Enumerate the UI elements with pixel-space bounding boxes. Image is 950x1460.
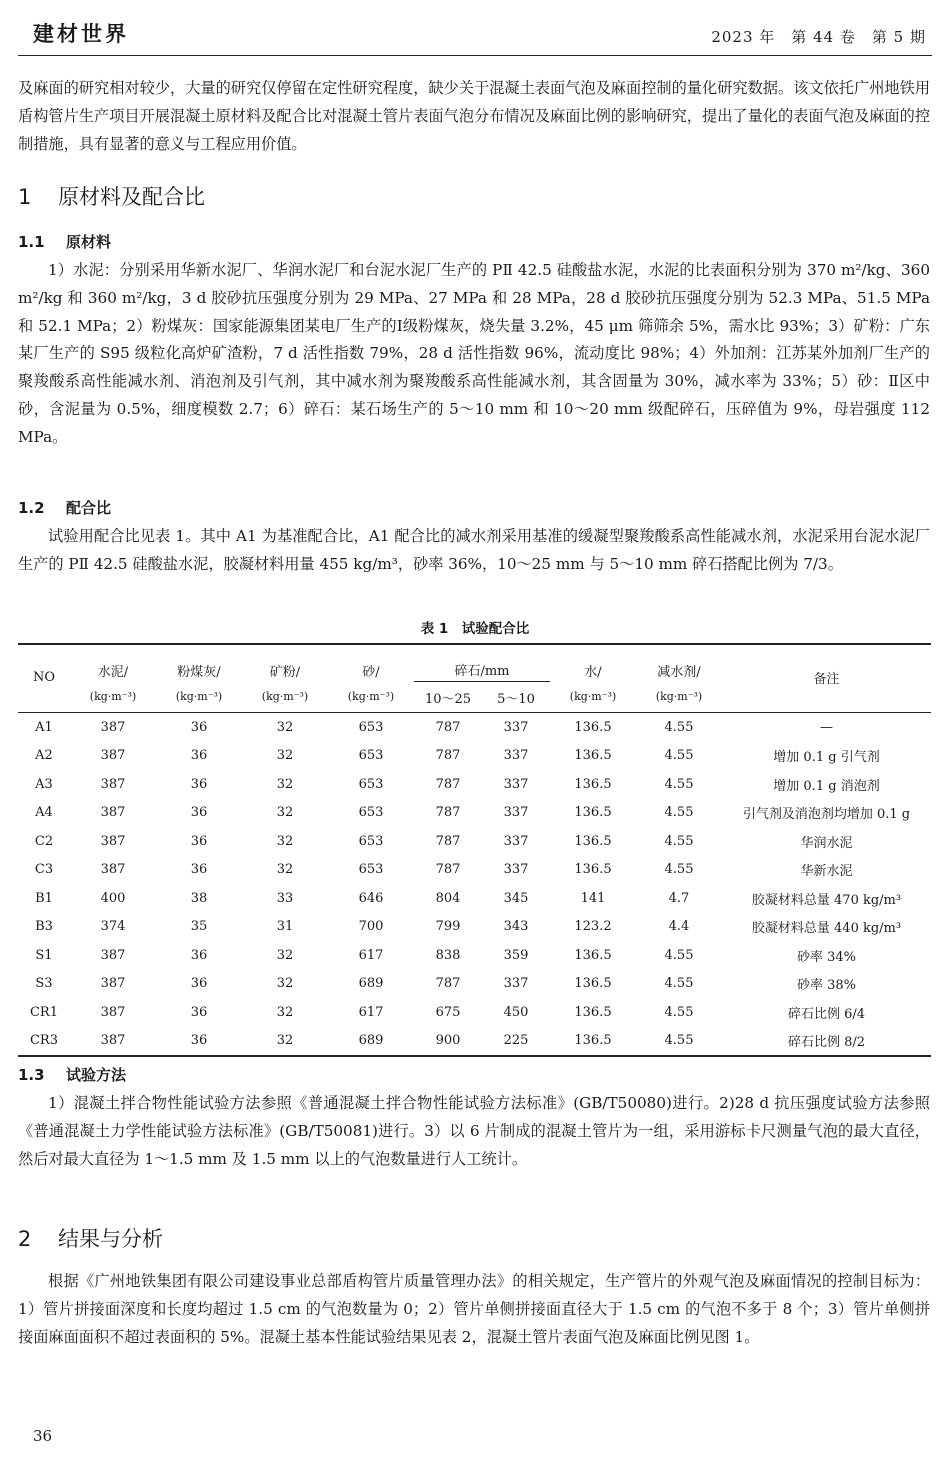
- table-row: [18, 742, 931, 771]
- cell-gravel-5-10: 225: [503, 1033, 529, 1049]
- cell-remark: 引气剂及消泡剂均增加 0.1 g: [742, 807, 911, 823]
- header-rule: [18, 55, 932, 56]
- cell-no: A3: [35, 776, 53, 792]
- cell-sand: 653: [358, 748, 384, 764]
- cell-gravel-10-25: 838: [435, 947, 461, 963]
- subsection-1-1-heading: 原材料: [66, 233, 112, 251]
- cell-no: C3: [34, 862, 54, 878]
- cell-fly-ash: 36: [190, 719, 208, 735]
- table-header-row-1: [18, 644, 931, 682]
- cell-fly-ash: 35: [190, 919, 208, 935]
- header-fly-ash: 粉煤灰/: [177, 664, 221, 680]
- cell-no: C2: [34, 833, 54, 849]
- cell-sand: 700: [358, 919, 384, 935]
- cell-water: 136.5: [574, 719, 612, 735]
- cell-sand: 689: [358, 1033, 384, 1049]
- cell-cement: 400: [100, 890, 126, 906]
- header-gravel-10-25: 10～25: [424, 691, 472, 707]
- subsection-1-1-number: 1.1: [18, 233, 45, 251]
- cell-sand: 653: [358, 805, 384, 821]
- cell-cement: 387: [100, 748, 126, 764]
- section-2-number: 2: [18, 1227, 32, 1251]
- cell-remark: 华新水泥: [800, 864, 853, 880]
- cell-gravel-10-25: 787: [435, 776, 461, 792]
- cell-gravel-5-10: 337: [503, 748, 529, 764]
- section-1-title: [18, 181, 205, 211]
- cell-cement: 387: [100, 805, 126, 821]
- cell-water: 136.5: [574, 976, 612, 992]
- cell-no: B3: [35, 919, 53, 935]
- cell-gravel-5-10: 337: [503, 776, 529, 792]
- cell-slag: 32: [276, 833, 294, 849]
- subsection-1-2-number: 1.2: [18, 499, 45, 517]
- header-unit: (kg·m⁻³): [655, 690, 703, 704]
- cell-water: 141: [580, 890, 606, 906]
- subsection-1-2-title: [18, 497, 111, 518]
- cell-cement: 387: [100, 719, 126, 735]
- cell-water: 123.2: [574, 919, 612, 935]
- subsection-1-1-title: [18, 231, 111, 252]
- header-gravel: 碎石/mm: [414, 644, 550, 682]
- header-slag: 矿粉/: [269, 664, 301, 680]
- cell-remark: 砂率 38%: [796, 978, 857, 994]
- cell-gravel-5-10: 359: [503, 947, 529, 963]
- table-1-caption: 表 1 试验配合比: [420, 621, 530, 637]
- cell-reducer: 4.55: [664, 976, 694, 992]
- cell-fly-ash: 36: [190, 1004, 208, 1020]
- cell-gravel-10-25: 787: [435, 862, 461, 878]
- cell-reducer: 4.55: [664, 805, 694, 821]
- cell-reducer: 4.55: [664, 719, 694, 735]
- cell-gravel-10-25: 787: [435, 833, 461, 849]
- cell-water: 136.5: [574, 776, 612, 792]
- subsection-1-3-number: 1.3: [18, 1066, 45, 1084]
- cell-remark: 增加 0.1 g 消泡剂: [773, 778, 880, 794]
- cell-fly-ash: 38: [190, 890, 208, 906]
- table-row: [18, 1027, 931, 1057]
- header-remark: 备注: [813, 672, 840, 687]
- cell-gravel-5-10: 337: [503, 833, 529, 849]
- cell-remark: 碎石比例 8/2: [787, 1035, 866, 1051]
- cell-reducer: 4.55: [664, 748, 694, 764]
- cell-remark: 碎石比例 6/4: [787, 1006, 866, 1022]
- cell-water: 136.5: [574, 833, 612, 849]
- cell-remark: 华润水泥: [800, 835, 853, 851]
- cell-sand: 653: [358, 833, 384, 849]
- cell-water: 136.5: [574, 1033, 612, 1049]
- cell-reducer: 4.55: [664, 1033, 694, 1049]
- table-row: [18, 770, 931, 799]
- cell-reducer: 4.4: [668, 919, 690, 935]
- cell-cement: 387: [100, 862, 126, 878]
- cell-remark: 砂率 34%: [796, 949, 857, 965]
- section-2-title: [18, 1223, 163, 1253]
- cell-sand: 653: [358, 776, 384, 792]
- cell-no: S1: [35, 947, 53, 963]
- mix-proportion-table: [18, 643, 931, 1057]
- cell-no: S3: [35, 976, 53, 992]
- cell-gravel-10-25: 804: [435, 890, 461, 906]
- section-2-heading: 结果与分析: [58, 1227, 163, 1251]
- cell-slag: 32: [276, 776, 294, 792]
- cell-sand: 646: [358, 890, 384, 906]
- cell-slag: 32: [276, 805, 294, 821]
- mix-ratio-paragraph: 试验用配合比见表 1。其中 A1 为基准配合比，A1 配合比的减水剂采用基准的缓凝型聚羧酸系高性能减水剂，水泥采用台泥水泥厂生产的 PⅡ 42.5 硅酸盐水泥，胶凝材料用量 455 kg/m³，砂率 36%，10～25 mm 与 5～10 mm 碎石搭配比例为 7/3。: [18, 527, 930, 573]
- cell-gravel-10-25: 787: [435, 719, 461, 735]
- cell-water: 136.5: [574, 748, 612, 764]
- cell-gravel-10-25: 787: [435, 976, 461, 992]
- cell-water: 136.5: [574, 947, 612, 963]
- journal-name: 建材世界: [33, 22, 129, 46]
- header-unit: (kg·m⁻³): [347, 690, 395, 704]
- cell-fly-ash: 36: [190, 976, 208, 992]
- header-reducer: 减水剂/: [657, 664, 701, 680]
- header-no: NO: [32, 670, 56, 685]
- cell-reducer: 4.55: [664, 776, 694, 792]
- header-water: 水/: [584, 664, 602, 680]
- table-row: [18, 998, 931, 1027]
- cell-cement: 387: [100, 947, 126, 963]
- cell-fly-ash: 36: [190, 805, 208, 821]
- cell-fly-ash: 36: [190, 947, 208, 963]
- cell-remark: 增加 0.1 g 引气剂: [773, 750, 880, 766]
- cell-reducer: 4.55: [664, 833, 694, 849]
- cell-slag: 32: [276, 719, 294, 735]
- cell-sand: 617: [358, 1004, 384, 1020]
- cell-fly-ash: 36: [190, 748, 208, 764]
- cell-slag: 32: [276, 862, 294, 878]
- cell-reducer: 4.55: [664, 862, 694, 878]
- intro-paragraph: 及麻面的研究相对较少，大量的研究仅停留在定性研究程度，缺少关于混凝土表面气泡及麻面控制的量化研究数据。该文依托广州地铁用盾构管片生产项目开展混凝土原材料及配合比对混凝土管片表面气泡分布情况及麻面比例的影响研究，提出了量化的表面气泡及麻面的控制措施，具有显著的意义与工程应用价值。: [18, 79, 930, 153]
- cell-remark: 胶凝材料总量 470 kg/m³: [751, 892, 902, 908]
- cell-gravel-10-25: 799: [435, 919, 461, 935]
- cell-sand: 653: [358, 719, 384, 735]
- cell-cement: 387: [100, 1004, 126, 1020]
- subsection-1-2-heading: 配合比: [66, 499, 112, 517]
- section-1-number: 1: [18, 185, 32, 209]
- header-gravel-5-10: 5～10: [497, 691, 535, 707]
- results-paragraph: 根据《广州地铁集团有限公司建设事业总部盾构管片质量管理办法》的相关规定，生产管片的外观气泡及麻面情况的控制目标为：1）管片拼接面深度和长度均超过 1.5 cm 的气泡数量为 0；2）管片单侧拼接面直径大于 1.5 cm 的气泡不多于 8 个；3）管片单侧拼接面麻面面积不超过表面积的 5%。混凝土基本性能试验结果见表 2，混凝土管片表面气泡及麻面比例见图 1。: [18, 1272, 930, 1346]
- cell-remark: —: [820, 719, 833, 735]
- cell-no: B1: [35, 890, 53, 906]
- cell-gravel-5-10: 337: [503, 976, 529, 992]
- table-row: [18, 799, 931, 828]
- cell-gravel-5-10: 337: [503, 862, 529, 878]
- cell-no: CR3: [29, 1033, 58, 1049]
- cell-gravel-5-10: 337: [503, 805, 529, 821]
- cell-cement: 387: [100, 833, 126, 849]
- cell-no: CR1: [29, 1004, 58, 1020]
- cell-fly-ash: 36: [190, 833, 208, 849]
- cell-no: A2: [35, 748, 53, 764]
- cell-cement: 374: [100, 919, 126, 935]
- cell-remark: 胶凝材料总量 440 kg/m³: [751, 921, 902, 937]
- test-method-paragraph: 1）混凝土拌合物性能试验方法参照《普通混凝土拌合物性能试验方法标准》(GB/T50080)进行。2)28 d 抗压强度试验方法参照《普通混凝土力学性能试验方法标准》(GB/T50081)进行。3）以 6 片制成的混凝土管片为一组，采用游标卡尺测量气泡的最大直径，然后对最大直径为 1～1.5 mm 及 1.5 mm 以上的气泡数量进行人工统计。: [18, 1094, 930, 1168]
- cell-water: 136.5: [574, 1004, 612, 1020]
- section-1-heading: 原材料及配合比: [58, 185, 205, 209]
- cell-cement: 387: [100, 976, 126, 992]
- header-sand: 砂/: [362, 664, 380, 680]
- cell-slag: 32: [276, 1033, 294, 1049]
- cell-reducer: 4.7: [668, 890, 690, 906]
- header-unit: (kg·m⁻³): [261, 690, 309, 704]
- cell-gravel-10-25: 787: [435, 805, 461, 821]
- cell-gravel-10-25: 675: [435, 1004, 461, 1020]
- cell-water: 136.5: [574, 862, 612, 878]
- cell-sand: 617: [358, 947, 384, 963]
- raw-materials-paragraph: 1）水泥：分别采用华新水泥厂、华润水泥厂和台泥水泥厂生产的 PⅡ 42.5 硅酸盐水泥，水泥的比表面积分别为 370 m²/kg、360 m²/kg 和 360 m²/kg，3 d 胶砂抗压强度分别为 29 MPa、27 MPa 和 28 MPa，28 d 胶砂抗压强度分别为 52.3 MPa、51.5 MPa 和 52.1 MPa；2）粉煤灰：国家能源集团某电厂生产的Ⅰ级粉煤灰，烧失量 3.2%，45 μm 筛筛余 5%，需水比 93%；3）矿粉：广东某厂生产的 S95 级粒化高炉矿渣粉，7 d 活性指数 79%，28 d 活性指数 96%，流动度比 98%；4）外加剂：江苏某外加剂厂生产的聚羧酸系高性能减水剂、消泡剂及引气剂，其中减水剂为聚羧酸系高性能减水剂，其含固量为 30%，减水率为 33%；5）砂：Ⅱ区中砂，含泥量为 0.5%，细度模数 2.7；6）碎石：某石场生产的 5～10 mm 和 10～20 mm 级配碎石，压碎值为 9%，母岩强度 112 MPa。: [18, 261, 930, 446]
- subsection-1-3-heading: 试验方法: [66, 1066, 127, 1084]
- cell-gravel-5-10: 450: [503, 1004, 529, 1020]
- cell-slag: 32: [276, 1004, 294, 1020]
- cell-gravel-5-10: 343: [503, 919, 529, 935]
- cell-sand: 653: [358, 862, 384, 878]
- cell-reducer: 4.55: [664, 1004, 694, 1020]
- header-cement: 水泥/: [97, 664, 129, 680]
- cell-slag: 33: [276, 890, 294, 906]
- header-unit: (kg·m⁻³): [175, 690, 223, 704]
- header-unit: (kg·m⁻³): [89, 690, 137, 704]
- table-row: [18, 713, 931, 742]
- cell-no: A1: [35, 719, 53, 735]
- table-row: [18, 827, 931, 856]
- page-number: 36: [33, 1427, 53, 1445]
- cell-gravel-10-25: 787: [435, 748, 461, 764]
- cell-slag: 32: [276, 947, 294, 963]
- cell-no: A4: [35, 805, 53, 821]
- header-unit: (kg·m⁻³): [569, 690, 617, 704]
- cell-cement: 387: [100, 776, 126, 792]
- table-row: [18, 941, 931, 970]
- cell-fly-ash: 36: [190, 776, 208, 792]
- cell-slag: 31: [276, 919, 294, 935]
- cell-gravel-5-10: 345: [503, 890, 529, 906]
- cell-fly-ash: 36: [190, 862, 208, 878]
- table-row: [18, 970, 931, 999]
- table-row: [18, 913, 931, 942]
- cell-cement: 387: [100, 1033, 126, 1049]
- cell-slag: 32: [276, 748, 294, 764]
- subsection-1-3-title: [18, 1064, 126, 1085]
- cell-fly-ash: 36: [190, 1033, 208, 1049]
- cell-slag: 32: [276, 976, 294, 992]
- cell-gravel-10-25: 900: [435, 1033, 461, 1049]
- cell-gravel-5-10: 337: [503, 719, 529, 735]
- table-row: [18, 884, 931, 913]
- table-row: [18, 856, 931, 885]
- cell-water: 136.5: [574, 805, 612, 821]
- cell-sand: 689: [358, 976, 384, 992]
- issue-info: 2023 年 第 44 卷 第 5 期: [711, 28, 926, 46]
- cell-reducer: 4.55: [664, 947, 694, 963]
